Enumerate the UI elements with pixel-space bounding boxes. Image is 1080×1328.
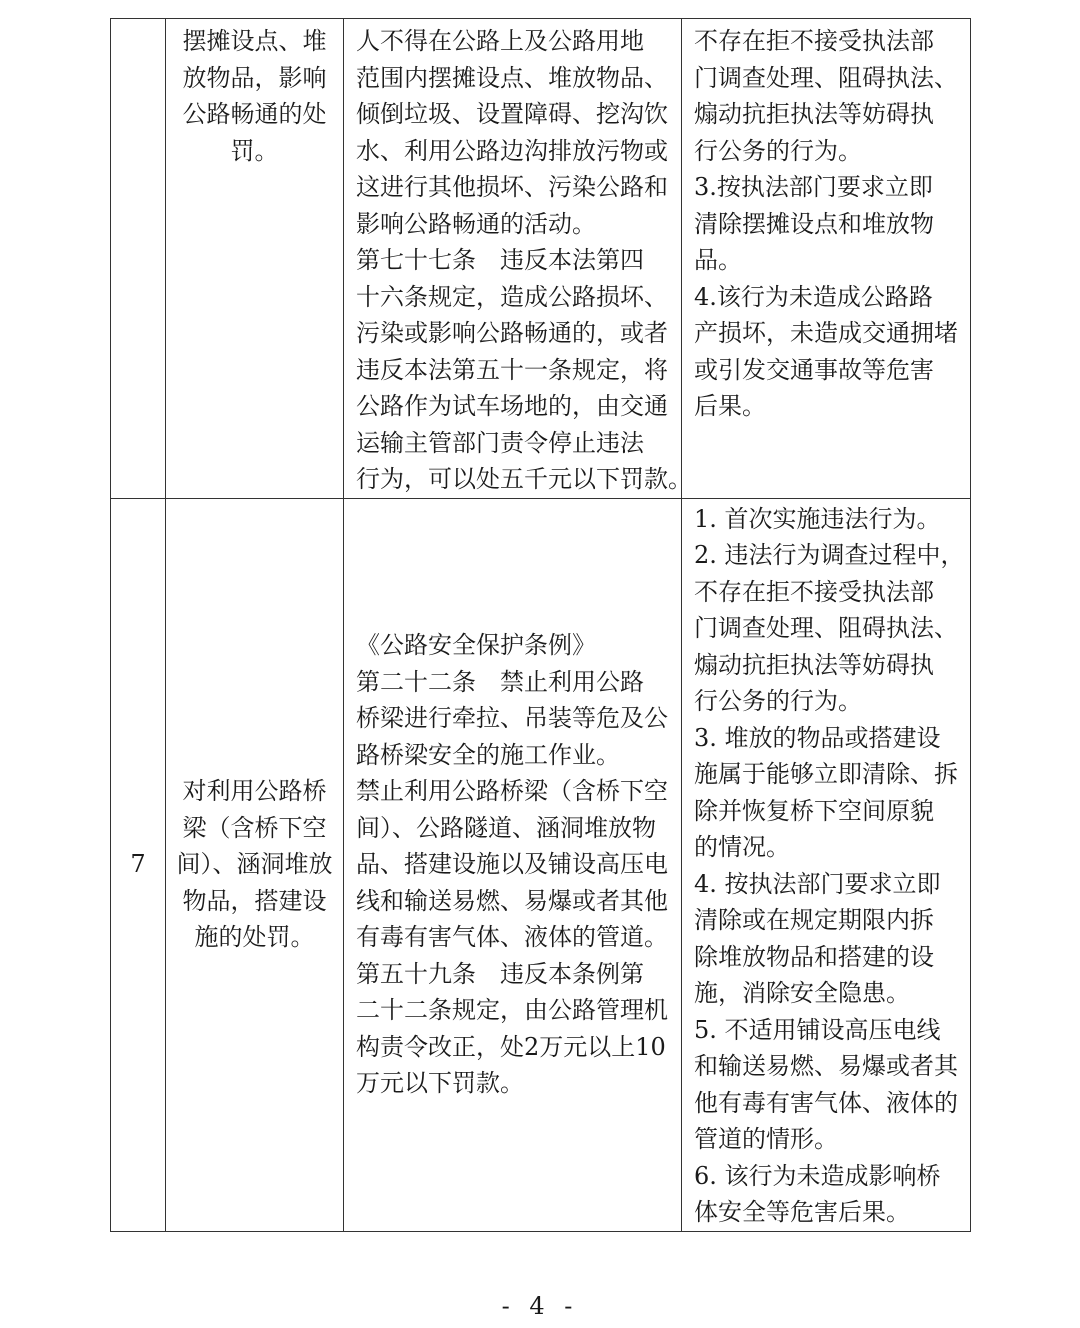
text-line: 清除或在规定期限内拆: [694, 906, 934, 934]
text-line: 除堆放物品和搭建的设: [694, 942, 934, 971]
text-line: 有毒有害气体、液体的管道。: [356, 923, 668, 952]
text-line: 行为，可以处五千元以下罚款。: [356, 465, 692, 493]
text-line: 清除摆摊设点和堆放物: [694, 209, 934, 238]
text-line: 十六条规定，造成公路损坏、: [356, 282, 668, 311]
text-line: 二十二条规定，由公路管理机: [356, 996, 668, 1025]
text-line: 摆摊设点、堆: [182, 27, 327, 55]
text-line: 物品，搭建设: [182, 886, 327, 915]
text-line: 他有毒有害气体、液体的: [694, 1088, 958, 1117]
text-line: 禁止利用公路桥梁（含桥下空: [356, 777, 668, 806]
text-line: 门调查处理、阻碍执法、: [694, 614, 958, 642]
text-line: 体安全等危害后果。: [694, 1198, 910, 1226]
text-line: 品、搭建设施以及铺设高压电: [356, 850, 668, 879]
text-line: 罚。: [230, 136, 279, 165]
text-line: 行公务的行为。: [694, 687, 862, 715]
text-line: 管道的情形。: [694, 1125, 838, 1153]
text-line: 3.按执法部门要求立即: [694, 173, 933, 201]
text-line: 水、利用公路边沟排放污物或: [356, 136, 668, 165]
text-line: 品。: [694, 246, 742, 274]
text-line: 3. 堆放的物品或搭建设: [694, 723, 941, 752]
text-line: 不存在拒不接受执法部: [694, 577, 934, 606]
text-line: 第五十九条 违反本条例第: [356, 959, 644, 988]
text-line: 行公务的行为。: [694, 136, 862, 165]
text-line: 《公路安全保护条例》: [356, 631, 596, 660]
lenient-conditions-cell: [682, 498, 971, 1231]
text-line: 第二十二条 禁止利用公路: [356, 667, 644, 696]
legal-basis-cell: [344, 498, 682, 1231]
text-line: 除并恢复桥下空间原貌: [694, 796, 934, 825]
page-number: - 4 -: [501, 1292, 579, 1320]
text-line: 6. 该行为未造成影响桥: [694, 1161, 941, 1190]
text-line: 路桥梁安全的施工作业。: [356, 740, 620, 769]
text-line: 桥梁进行牵拉、吊装等危及公: [356, 704, 668, 733]
penalty-table: [110, 18, 971, 1232]
text-line: 后果。: [694, 392, 766, 420]
row-number-cell: [111, 19, 166, 499]
text-line: 煽动抗拒执法等妨碍执: [694, 650, 934, 679]
text-line: 产损坏，未造成交通拥堵: [694, 319, 958, 347]
text-line: 间）、公路隧道、涵洞堆放物: [356, 813, 656, 842]
text-line: 梁（含桥下空: [182, 813, 327, 842]
legal-basis-cell: [344, 19, 692, 499]
text-line: 公路畅通的处: [182, 100, 327, 128]
text-line: 施，消除安全隐患。: [694, 979, 910, 1007]
row-number-cell: 7: [111, 498, 166, 1231]
text-line: 构责令改正，处2万元以上10: [356, 1032, 666, 1061]
table-row: [111, 498, 971, 1231]
text-line: 不存在拒不接受执法部: [694, 27, 934, 55]
text-line: 第七十七条 违反本法第四: [356, 246, 644, 274]
text-line: 人不得在公路上及公路用地: [356, 27, 644, 55]
text-line: 施的处罚。: [194, 923, 315, 952]
text-line: 影响公路畅通的活动。: [356, 209, 596, 238]
text-line: 施属于能够立即清除、拆: [694, 760, 958, 788]
text-line: 对利用公路桥: [182, 777, 327, 806]
table-row: [111, 19, 971, 499]
text-line: 违反本法第五十一条规定，将: [356, 355, 668, 384]
text-line: 放物品，影响: [182, 63, 327, 92]
text-line: 间）、涵洞堆放: [176, 850, 333, 879]
text-line: 和输送易燃、易爆或者其: [694, 1052, 958, 1080]
text-line: 4. 按执法部门要求立即: [694, 869, 941, 898]
text-line: 范围内摆摊设点、堆放物品、: [356, 63, 668, 92]
penalty-item-cell: [166, 19, 344, 499]
text-line: 公路作为试车场地的，由交通: [356, 392, 668, 420]
text-line: 煽动抗拒执法等妨碍执: [694, 100, 934, 128]
text-line: 5. 不适用铺设高压电线: [694, 1015, 941, 1044]
text-line: 或引发交通事故等危害: [694, 355, 934, 384]
text-line: 的情况。: [694, 833, 790, 861]
penalty-item-cell: [166, 498, 344, 1231]
text-line: 这进行其他损坏、污染公路和: [356, 173, 668, 201]
text-line: 门调查处理、阻碍执法、: [694, 63, 958, 92]
text-line: 线和输送易燃、易爆或者其他: [356, 886, 668, 915]
lenient-conditions-cell: [682, 19, 971, 499]
text-line: 运输主管部门责令停止违法: [356, 428, 644, 457]
text-line: 万元以下罚款。: [356, 1069, 524, 1098]
text-line: 1. 首次实施违法行为。: [694, 504, 941, 533]
text-line: 倾倒垃圾、设置障碍、挖沟饮: [356, 100, 668, 128]
text-line: 2. 违法行为调查过程中，: [694, 541, 965, 569]
text-line: 污染或影响公路畅通的，或者: [356, 319, 668, 347]
text-line: 4.该行为未造成公路路: [694, 282, 933, 311]
